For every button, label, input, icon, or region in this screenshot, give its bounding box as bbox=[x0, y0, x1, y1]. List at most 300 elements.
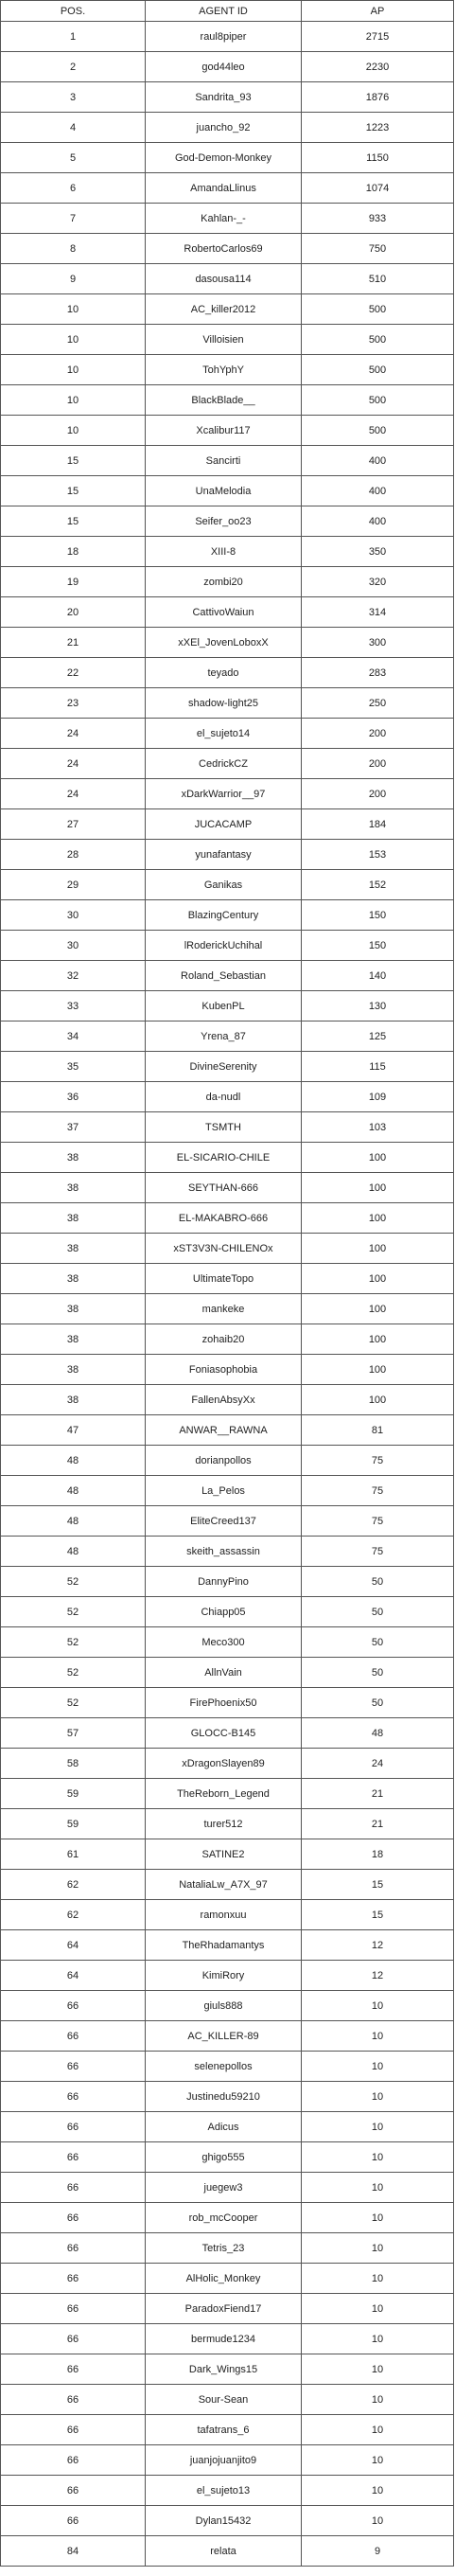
cell-pos: 22 bbox=[1, 658, 146, 688]
cell-ap: 10 bbox=[302, 2021, 454, 2052]
cell-ap: 10 bbox=[302, 2506, 454, 2536]
header-agent-id: AGENT ID bbox=[146, 1, 302, 22]
cell-pos: 38 bbox=[1, 1173, 146, 1203]
cell-ap: 50 bbox=[302, 1567, 454, 1597]
cell-ap: 125 bbox=[302, 1022, 454, 1052]
table-row bbox=[1, 1052, 454, 1082]
cell-pos: 57 bbox=[1, 1718, 146, 1749]
cell-ap: 400 bbox=[302, 446, 454, 476]
cell-pos: 38 bbox=[1, 1143, 146, 1173]
cell-ap: 500 bbox=[302, 416, 454, 446]
cell-agent-id: Foniasophobia bbox=[146, 1355, 302, 1385]
cell-agent-id: yunafantasy bbox=[146, 840, 302, 870]
table-row bbox=[1, 1567, 454, 1597]
cell-ap: 1074 bbox=[302, 173, 454, 204]
table-row bbox=[1, 1718, 454, 1749]
cell-ap: 100 bbox=[302, 1385, 454, 1415]
table-row bbox=[1, 1264, 454, 1294]
cell-ap: 500 bbox=[302, 355, 454, 385]
cell-pos: 3 bbox=[1, 82, 146, 113]
cell-pos: 38 bbox=[1, 1385, 146, 1415]
cell-agent-id: TSMTH bbox=[146, 1112, 302, 1143]
cell-ap: 10 bbox=[302, 2385, 454, 2415]
cell-agent-id: JUCACAMP bbox=[146, 809, 302, 840]
cell-ap: 10 bbox=[302, 2112, 454, 2142]
table-row bbox=[1, 1627, 454, 1658]
table-row bbox=[1, 2385, 454, 2415]
cell-pos: 30 bbox=[1, 931, 146, 961]
cell-agent-id: Seifer_oo23 bbox=[146, 506, 302, 537]
cell-pos: 6 bbox=[1, 173, 146, 204]
cell-pos: 10 bbox=[1, 385, 146, 416]
cell-pos: 23 bbox=[1, 688, 146, 719]
table-row bbox=[1, 234, 454, 264]
cell-agent-id: CattivoWaiun bbox=[146, 597, 302, 628]
cell-pos: 32 bbox=[1, 961, 146, 991]
cell-agent-id: Chiapp05 bbox=[146, 1597, 302, 1627]
cell-agent-id: lRoderickUchihal bbox=[146, 931, 302, 961]
cell-ap: 250 bbox=[302, 688, 454, 719]
table-row bbox=[1, 416, 454, 446]
cell-pos: 15 bbox=[1, 476, 146, 506]
cell-ap: 100 bbox=[302, 1294, 454, 1324]
cell-agent-id: da-nudl bbox=[146, 1082, 302, 1112]
cell-pos: 52 bbox=[1, 1627, 146, 1658]
table-row bbox=[1, 2142, 454, 2173]
table-row bbox=[1, 1355, 454, 1385]
table-row bbox=[1, 2021, 454, 2052]
cell-pos: 29 bbox=[1, 870, 146, 900]
cell-agent-id: AC_KILLER-89 bbox=[146, 2021, 302, 2052]
cell-pos: 10 bbox=[1, 416, 146, 446]
cell-agent-id: FallenAbsyXx bbox=[146, 1385, 302, 1415]
cell-pos: 66 bbox=[1, 2506, 146, 2536]
cell-pos: 38 bbox=[1, 1203, 146, 1234]
cell-pos: 30 bbox=[1, 900, 146, 931]
cell-ap: 10 bbox=[302, 2052, 454, 2082]
cell-pos: 4 bbox=[1, 113, 146, 143]
cell-agent-id: BlackBlade__ bbox=[146, 385, 302, 416]
cell-agent-id: giuls888 bbox=[146, 1991, 302, 2021]
cell-pos: 33 bbox=[1, 991, 146, 1022]
cell-agent-id: xDarkWarrior__97 bbox=[146, 779, 302, 809]
table-row bbox=[1, 446, 454, 476]
table-row bbox=[1, 2324, 454, 2354]
cell-pos: 38 bbox=[1, 1324, 146, 1355]
cell-pos: 84 bbox=[1, 2536, 146, 2567]
cell-agent-id: dasousa114 bbox=[146, 264, 302, 294]
cell-pos: 38 bbox=[1, 1355, 146, 1385]
cell-ap: 100 bbox=[302, 1234, 454, 1264]
table-row bbox=[1, 779, 454, 809]
cell-ap: 500 bbox=[302, 294, 454, 325]
table-row bbox=[1, 900, 454, 931]
cell-pos: 2 bbox=[1, 52, 146, 82]
cell-ap: 300 bbox=[302, 628, 454, 658]
table-row bbox=[1, 1446, 454, 1476]
cell-agent-id: CedrickCZ bbox=[146, 749, 302, 779]
table-row bbox=[1, 2112, 454, 2142]
cell-ap: 10 bbox=[302, 2264, 454, 2294]
cell-agent-id: zohaib20 bbox=[146, 1324, 302, 1355]
cell-pos: 66 bbox=[1, 2354, 146, 2385]
cell-ap: 500 bbox=[302, 325, 454, 355]
cell-agent-id: AllnVain bbox=[146, 1658, 302, 1688]
cell-pos: 66 bbox=[1, 2203, 146, 2233]
cell-ap: 100 bbox=[302, 1355, 454, 1385]
cell-pos: 37 bbox=[1, 1112, 146, 1143]
cell-agent-id: NataliaLw_A7X_97 bbox=[146, 1870, 302, 1900]
cell-agent-id: La_Pelos bbox=[146, 1476, 302, 1506]
table-row bbox=[1, 1779, 454, 1809]
table-row bbox=[1, 1809, 454, 1839]
table-row bbox=[1, 476, 454, 506]
table-row bbox=[1, 2354, 454, 2385]
cell-pos: 52 bbox=[1, 1688, 146, 1718]
cell-ap: 2230 bbox=[302, 52, 454, 82]
table-row bbox=[1, 1476, 454, 1506]
cell-ap: 100 bbox=[302, 1173, 454, 1203]
cell-pos: 10 bbox=[1, 294, 146, 325]
table-row bbox=[1, 1203, 454, 1234]
table-row bbox=[1, 870, 454, 900]
cell-agent-id: el_sujeto14 bbox=[146, 719, 302, 749]
cell-agent-id: ParadoxFiend17 bbox=[146, 2294, 302, 2324]
cell-ap: 200 bbox=[302, 779, 454, 809]
cell-agent-id: KimiRory bbox=[146, 1961, 302, 1991]
table-row bbox=[1, 1385, 454, 1415]
cell-pos: 8 bbox=[1, 234, 146, 264]
cell-ap: 100 bbox=[302, 1264, 454, 1294]
cell-pos: 64 bbox=[1, 1961, 146, 1991]
cell-agent-id: KubenPL bbox=[146, 991, 302, 1022]
cell-ap: 10 bbox=[302, 2445, 454, 2476]
cell-agent-id: Kahlan-_- bbox=[146, 204, 302, 234]
cell-agent-id: juegew3 bbox=[146, 2173, 302, 2203]
cell-agent-id: teyado bbox=[146, 658, 302, 688]
table-row bbox=[1, 1022, 454, 1052]
cell-pos: 66 bbox=[1, 2142, 146, 2173]
cell-pos: 61 bbox=[1, 1839, 146, 1870]
cell-ap: 750 bbox=[302, 234, 454, 264]
table-row bbox=[1, 113, 454, 143]
table-row bbox=[1, 355, 454, 385]
table-row bbox=[1, 2082, 454, 2112]
table-row bbox=[1, 1112, 454, 1143]
cell-ap: 115 bbox=[302, 1052, 454, 1082]
table-row bbox=[1, 688, 454, 719]
cell-agent-id: turer512 bbox=[146, 1809, 302, 1839]
table-row bbox=[1, 1506, 454, 1537]
cell-agent-id: TheReborn_Legend bbox=[146, 1779, 302, 1809]
cell-agent-id: EL-MAKABRO-666 bbox=[146, 1203, 302, 1234]
table-row bbox=[1, 1900, 454, 1930]
cell-pos: 15 bbox=[1, 506, 146, 537]
header-row bbox=[1, 1, 454, 22]
table-row bbox=[1, 658, 454, 688]
table-row bbox=[1, 204, 454, 234]
cell-ap: 75 bbox=[302, 1506, 454, 1537]
cell-pos: 66 bbox=[1, 2294, 146, 2324]
cell-ap: 81 bbox=[302, 1415, 454, 1446]
table-row bbox=[1, 1991, 454, 2021]
cell-ap: 933 bbox=[302, 204, 454, 234]
cell-ap: 10 bbox=[302, 2142, 454, 2173]
cell-pos: 66 bbox=[1, 2476, 146, 2506]
cell-pos: 66 bbox=[1, 2052, 146, 2082]
cell-agent-id: FirePhoenix50 bbox=[146, 1688, 302, 1718]
cell-ap: 21 bbox=[302, 1779, 454, 1809]
cell-ap: 10 bbox=[302, 2324, 454, 2354]
table-row bbox=[1, 931, 454, 961]
cell-agent-id: xDragonSlayen89 bbox=[146, 1749, 302, 1779]
cell-agent-id: xXEl_JovenLoboxX bbox=[146, 628, 302, 658]
table-row bbox=[1, 1688, 454, 1718]
table-row bbox=[1, 2415, 454, 2445]
cell-agent-id: Villoisien bbox=[146, 325, 302, 355]
table-row bbox=[1, 1749, 454, 1779]
cell-ap: 50 bbox=[302, 1688, 454, 1718]
cell-pos: 59 bbox=[1, 1809, 146, 1839]
cell-agent-id: RobertoCarlos69 bbox=[146, 234, 302, 264]
cell-agent-id: GLOCC-B145 bbox=[146, 1718, 302, 1749]
cell-agent-id: Adicus bbox=[146, 2112, 302, 2142]
cell-pos: 66 bbox=[1, 2385, 146, 2415]
cell-ap: 2715 bbox=[302, 22, 454, 52]
cell-agent-id: juanjojuanjito9 bbox=[146, 2445, 302, 2476]
cell-pos: 66 bbox=[1, 2082, 146, 2112]
table-row bbox=[1, 173, 454, 204]
cell-agent-id: EL-SICARIO-CHILE bbox=[146, 1143, 302, 1173]
cell-ap: 21 bbox=[302, 1809, 454, 1839]
cell-ap: 314 bbox=[302, 597, 454, 628]
cell-pos: 36 bbox=[1, 1082, 146, 1112]
cell-agent-id: UltimateTopo bbox=[146, 1264, 302, 1294]
cell-agent-id: Dark_Wings15 bbox=[146, 2354, 302, 2385]
cell-ap: 10 bbox=[302, 2415, 454, 2445]
cell-agent-id: xST3V3N-CHILENOx bbox=[146, 1234, 302, 1264]
cell-ap: 10 bbox=[302, 1991, 454, 2021]
cell-pos: 66 bbox=[1, 1991, 146, 2021]
cell-ap: 103 bbox=[302, 1112, 454, 1143]
table-row bbox=[1, 325, 454, 355]
cell-pos: 59 bbox=[1, 1779, 146, 1809]
cell-ap: 100 bbox=[302, 1324, 454, 1355]
table-row bbox=[1, 2203, 454, 2233]
table-row bbox=[1, 1961, 454, 1991]
cell-agent-id: selenepollos bbox=[146, 2052, 302, 2082]
cell-ap: 10 bbox=[302, 2203, 454, 2233]
cell-pos: 38 bbox=[1, 1234, 146, 1264]
cell-ap: 400 bbox=[302, 506, 454, 537]
table-row bbox=[1, 2506, 454, 2536]
cell-pos: 64 bbox=[1, 1930, 146, 1961]
cell-ap: 10 bbox=[302, 2476, 454, 2506]
cell-agent-id: juancho_92 bbox=[146, 113, 302, 143]
table-row bbox=[1, 264, 454, 294]
cell-ap: 50 bbox=[302, 1658, 454, 1688]
cell-agent-id: TheRhadamantys bbox=[146, 1930, 302, 1961]
cell-agent-id: Sandrita_93 bbox=[146, 82, 302, 113]
cell-agent-id: SEYTHAN-666 bbox=[146, 1173, 302, 1203]
ranking-body bbox=[1, 22, 454, 2567]
cell-pos: 15 bbox=[1, 446, 146, 476]
cell-agent-id: Sour-Sean bbox=[146, 2385, 302, 2415]
cell-agent-id: Sancirti bbox=[146, 446, 302, 476]
cell-agent-id: DannyPino bbox=[146, 1567, 302, 1597]
cell-ap: 130 bbox=[302, 991, 454, 1022]
cell-ap: 10 bbox=[302, 2173, 454, 2203]
table-row bbox=[1, 82, 454, 113]
cell-pos: 66 bbox=[1, 2264, 146, 2294]
table-row bbox=[1, 1082, 454, 1112]
cell-ap: 100 bbox=[302, 1203, 454, 1234]
cell-pos: 52 bbox=[1, 1567, 146, 1597]
cell-ap: 75 bbox=[302, 1537, 454, 1567]
cell-pos: 58 bbox=[1, 1749, 146, 1779]
cell-pos: 20 bbox=[1, 597, 146, 628]
cell-ap: 200 bbox=[302, 719, 454, 749]
cell-pos: 66 bbox=[1, 2173, 146, 2203]
cell-agent-id: skeith_assassin bbox=[146, 1537, 302, 1567]
cell-pos: 24 bbox=[1, 719, 146, 749]
table-row bbox=[1, 1173, 454, 1203]
cell-ap: 109 bbox=[302, 1082, 454, 1112]
table-row bbox=[1, 1537, 454, 1567]
cell-ap: 50 bbox=[302, 1597, 454, 1627]
table-row bbox=[1, 1324, 454, 1355]
cell-ap: 12 bbox=[302, 1930, 454, 1961]
cell-pos: 10 bbox=[1, 355, 146, 385]
table-row bbox=[1, 1415, 454, 1446]
cell-agent-id: ghigo555 bbox=[146, 2142, 302, 2173]
cell-pos: 47 bbox=[1, 1415, 146, 1446]
cell-ap: 1223 bbox=[302, 113, 454, 143]
cell-pos: 19 bbox=[1, 567, 146, 597]
cell-agent-id: shadow-light25 bbox=[146, 688, 302, 719]
cell-ap: 510 bbox=[302, 264, 454, 294]
table-row bbox=[1, 294, 454, 325]
cell-agent-id: rob_mcCooper bbox=[146, 2203, 302, 2233]
table-row bbox=[1, 1870, 454, 1900]
table-row bbox=[1, 2264, 454, 2294]
table-row bbox=[1, 143, 454, 173]
table-row bbox=[1, 22, 454, 52]
cell-ap: 75 bbox=[302, 1446, 454, 1476]
cell-pos: 66 bbox=[1, 2415, 146, 2445]
table-row bbox=[1, 2233, 454, 2264]
cell-agent-id: relata bbox=[146, 2536, 302, 2567]
cell-ap: 24 bbox=[302, 1749, 454, 1779]
table-row bbox=[1, 385, 454, 416]
cell-pos: 66 bbox=[1, 2233, 146, 2264]
cell-ap: 150 bbox=[302, 931, 454, 961]
cell-agent-id: God-Demon-Monkey bbox=[146, 143, 302, 173]
table-row bbox=[1, 961, 454, 991]
cell-pos: 66 bbox=[1, 2445, 146, 2476]
table-row bbox=[1, 719, 454, 749]
cell-ap: 10 bbox=[302, 2354, 454, 2385]
table-row bbox=[1, 567, 454, 597]
cell-agent-id: ANWAR__RAWNA bbox=[146, 1415, 302, 1446]
cell-pos: 38 bbox=[1, 1264, 146, 1294]
cell-ap: 100 bbox=[302, 1143, 454, 1173]
cell-pos: 48 bbox=[1, 1506, 146, 1537]
cell-pos: 21 bbox=[1, 628, 146, 658]
cell-ap: 153 bbox=[302, 840, 454, 870]
cell-agent-id: Xcalibur117 bbox=[146, 416, 302, 446]
cell-agent-id: AC_killer2012 bbox=[146, 294, 302, 325]
cell-pos: 62 bbox=[1, 1870, 146, 1900]
cell-agent-id: EliteCreed137 bbox=[146, 1506, 302, 1537]
cell-pos: 24 bbox=[1, 779, 146, 809]
cell-pos: 28 bbox=[1, 840, 146, 870]
cell-agent-id: AlHolic_Monkey bbox=[146, 2264, 302, 2294]
table-row bbox=[1, 2052, 454, 2082]
cell-pos: 38 bbox=[1, 1294, 146, 1324]
cell-pos: 34 bbox=[1, 1022, 146, 1052]
table-row bbox=[1, 840, 454, 870]
cell-pos: 66 bbox=[1, 2324, 146, 2354]
cell-pos: 66 bbox=[1, 2112, 146, 2142]
cell-pos: 24 bbox=[1, 749, 146, 779]
table-row bbox=[1, 1658, 454, 1688]
table-row bbox=[1, 628, 454, 658]
cell-pos: 52 bbox=[1, 1658, 146, 1688]
cell-pos: 5 bbox=[1, 143, 146, 173]
table-row bbox=[1, 537, 454, 567]
cell-agent-id: UnaMelodia bbox=[146, 476, 302, 506]
cell-ap: 140 bbox=[302, 961, 454, 991]
table-row bbox=[1, 506, 454, 537]
table-row bbox=[1, 1930, 454, 1961]
cell-pos: 18 bbox=[1, 537, 146, 567]
cell-pos: 48 bbox=[1, 1476, 146, 1506]
cell-pos: 1 bbox=[1, 22, 146, 52]
cell-ap: 1150 bbox=[302, 143, 454, 173]
table-row bbox=[1, 2536, 454, 2567]
cell-ap: 320 bbox=[302, 567, 454, 597]
cell-ap: 18 bbox=[302, 1839, 454, 1870]
cell-agent-id: Roland_Sebastian bbox=[146, 961, 302, 991]
table-row bbox=[1, 1294, 454, 1324]
cell-agent-id: BlazingCentury bbox=[146, 900, 302, 931]
header-pos: POS. bbox=[1, 1, 146, 22]
cell-pos: 52 bbox=[1, 1597, 146, 1627]
cell-agent-id: DivineSerenity bbox=[146, 1052, 302, 1082]
cell-ap: 500 bbox=[302, 385, 454, 416]
cell-pos: 35 bbox=[1, 1052, 146, 1082]
cell-ap: 75 bbox=[302, 1476, 454, 1506]
cell-pos: 66 bbox=[1, 2021, 146, 2052]
cell-ap: 152 bbox=[302, 870, 454, 900]
table-row bbox=[1, 52, 454, 82]
cell-pos: 48 bbox=[1, 1446, 146, 1476]
cell-pos: 10 bbox=[1, 325, 146, 355]
cell-agent-id: god44leo bbox=[146, 52, 302, 82]
table-row bbox=[1, 1597, 454, 1627]
table-row bbox=[1, 2476, 454, 2506]
cell-ap: 200 bbox=[302, 749, 454, 779]
cell-pos: 62 bbox=[1, 1900, 146, 1930]
cell-pos: 7 bbox=[1, 204, 146, 234]
cell-agent-id: Tetris_23 bbox=[146, 2233, 302, 2264]
cell-ap: 1876 bbox=[302, 82, 454, 113]
cell-agent-id: raul8piper bbox=[146, 22, 302, 52]
cell-agent-id: dorianpollos bbox=[146, 1446, 302, 1476]
header-ap: AP bbox=[302, 1, 454, 22]
cell-agent-id: AmandaLlinus bbox=[146, 173, 302, 204]
